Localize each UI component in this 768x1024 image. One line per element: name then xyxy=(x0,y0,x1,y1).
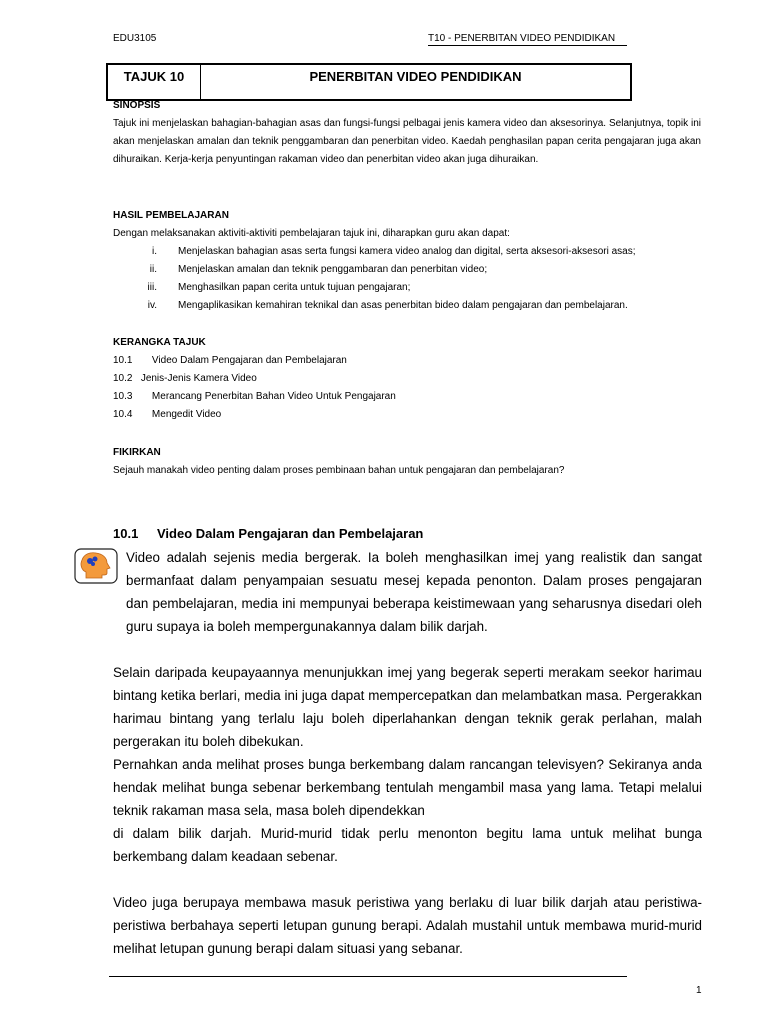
header-underline xyxy=(428,45,627,46)
section-heading: Video Dalam Pengajaran dan Pembelajaran xyxy=(157,526,424,541)
paragraph: Video juga berupaya membawa masuk peristiwa yang berlaku di luar bilik darjah atau peristiwa-peristiwa berbahaya seperti letupan gunung berapi. Adalah mustahil untuk membawa murid-murid melihat letupan gunung berapi dalam situasi yang sebanar. xyxy=(113,895,702,956)
outline-gap xyxy=(132,391,151,402)
sinopsis-section xyxy=(113,97,701,169)
outline-text: Jenis-Jenis Kamera Video xyxy=(140,373,257,384)
list-item-text: Mengaplikasikan kemahiran teknikal dan asas penerbitan bideo dalam pengajaran dan pembelajaran. xyxy=(178,300,628,311)
list-item xyxy=(113,279,701,297)
outline-item xyxy=(113,388,701,406)
list-item xyxy=(113,297,701,315)
topic-number: TAJUK 10 xyxy=(108,65,201,99)
title-box xyxy=(106,63,632,101)
header-course-code: EDU3105 xyxy=(113,33,157,44)
outline-text: Merancang Penerbitan Bahan Video Untuk Pengajaran xyxy=(151,391,396,402)
outline-number: 10.1 xyxy=(113,355,133,366)
header-running-title: T10 - PENERBITAN VIDEO PENDIDIKAN xyxy=(428,33,616,44)
list-item-number: iv. xyxy=(147,300,157,311)
outline-text: Mengedit Video xyxy=(151,409,222,420)
spacer xyxy=(113,638,702,661)
list-item-number: i. xyxy=(152,246,157,257)
list-item-text: Menjelaskan bahagian asas serta fungsi kamera video analog dan digital, serta aksesori-aksesori asas; xyxy=(178,246,636,257)
page-number: 1 xyxy=(696,985,702,996)
fikirkan-text: Sejauh manakah video penting dalam proses pembinaan bahan untuk pengajaran dan pembelajaran? xyxy=(113,465,565,476)
outline-item xyxy=(113,370,701,388)
kerangka-label: KERANGKA TAJUK xyxy=(113,337,206,348)
outline-number: 10.3 xyxy=(113,391,133,402)
list-item xyxy=(113,261,701,279)
spacer xyxy=(113,868,702,891)
list-item-text: Menjelaskan amalan dan teknik penggambaran dan penerbitan video; xyxy=(178,264,488,275)
thinking-head-icon xyxy=(74,548,118,584)
outline-gap xyxy=(132,373,140,384)
hasil-section xyxy=(113,207,701,315)
footer-line xyxy=(109,976,627,977)
sinopsis-text: Tajuk ini menjelaskan bahagian-bahagian asas dan fungsi-fungsi pelbagai jenis kamera video dan aksesorinya. Selanjutnya, topik ini akan menjelaskan amalan dan teknik penggambaran dan penerbitan video. Kaedah penghasilan papan cerita pengajaran juga akan dihuraikan. Kerja-kerja penyuntingan rakaman video dan penerbitan video akan juga dihuraikan. xyxy=(113,118,701,165)
section-number: 10.1 xyxy=(113,526,139,541)
list-item xyxy=(113,243,701,261)
outline-number: 10.2 xyxy=(113,373,133,384)
paragraph: di dalam bilik darjah. Murid-murid tidak perlu menonton begitu lama untuk melihat bunga berkembang dalam keadaan sebenar. xyxy=(113,826,702,864)
outline-text: Video Dalam Pengajaran dan Pembelajaran xyxy=(151,355,347,366)
outline-item xyxy=(113,352,701,370)
paragraph: Pernahkan anda melihat proses bunga berkembang dalam rancangan televisyen? Sekiranya anda hendak melihat bunga sebenar berkembang tentulah mengambil masa yang lama. Tetapi melalui teknik rakaman masa sela, masa boleh dipendekkan xyxy=(113,757,702,818)
paragraph: Video adalah sejenis media bergerak. Ia boleh menghasilkan imej yang realistik dan sangat bermanfaat dalam penyampaian sesuatu mesej kepada penonton. Dalam proses pengajaran dan pembelajaran, media ini mempunyai beberapa keistimewaan yang seharusnya disedari oleh guru supaya ia boleh mempergunakannya dalam bilik darjah. xyxy=(126,550,702,634)
topic-title: PENERBITAN VIDEO PENDIDIKAN xyxy=(309,69,522,84)
outline-gap xyxy=(132,409,151,420)
outline-number: 10.4 xyxy=(113,409,133,420)
outline-item xyxy=(113,406,701,424)
outline-gap xyxy=(132,355,151,366)
hasil-list xyxy=(113,243,701,315)
kerangka-section xyxy=(113,334,701,424)
list-item-number: iii. xyxy=(147,282,157,293)
paragraph: Selain daripada keupayaannya menunjukkan imej yang begerak seperti merakam seekor harimau bintang ketika berlari, media ini juga dapat mempercepatkan dan melambatkan masa. Pergerakkan harimau bintang yang terlalu laju boleh diperlahankan dengan teknik gerak perlahan, malah pergerakan itu boleh dibekukan. xyxy=(113,665,702,749)
list-item-text: Menghasilkan papan cerita untuk tujuan pengajaran; xyxy=(178,282,411,293)
section-title xyxy=(113,526,423,541)
hasil-intro: Dengan melaksanakan aktiviti-aktiviti pembelajaran tajuk ini, diharapkan guru akan dapat: xyxy=(113,228,510,239)
list-item-number: ii. xyxy=(149,264,157,275)
section-body xyxy=(113,546,702,960)
fikirkan-label: FIKIRKAN xyxy=(113,447,161,458)
sinopsis-label: SINOPSIS xyxy=(113,100,161,111)
fikirkan-section xyxy=(113,444,701,480)
hasil-label: HASIL PEMBELAJARAN xyxy=(113,210,229,221)
